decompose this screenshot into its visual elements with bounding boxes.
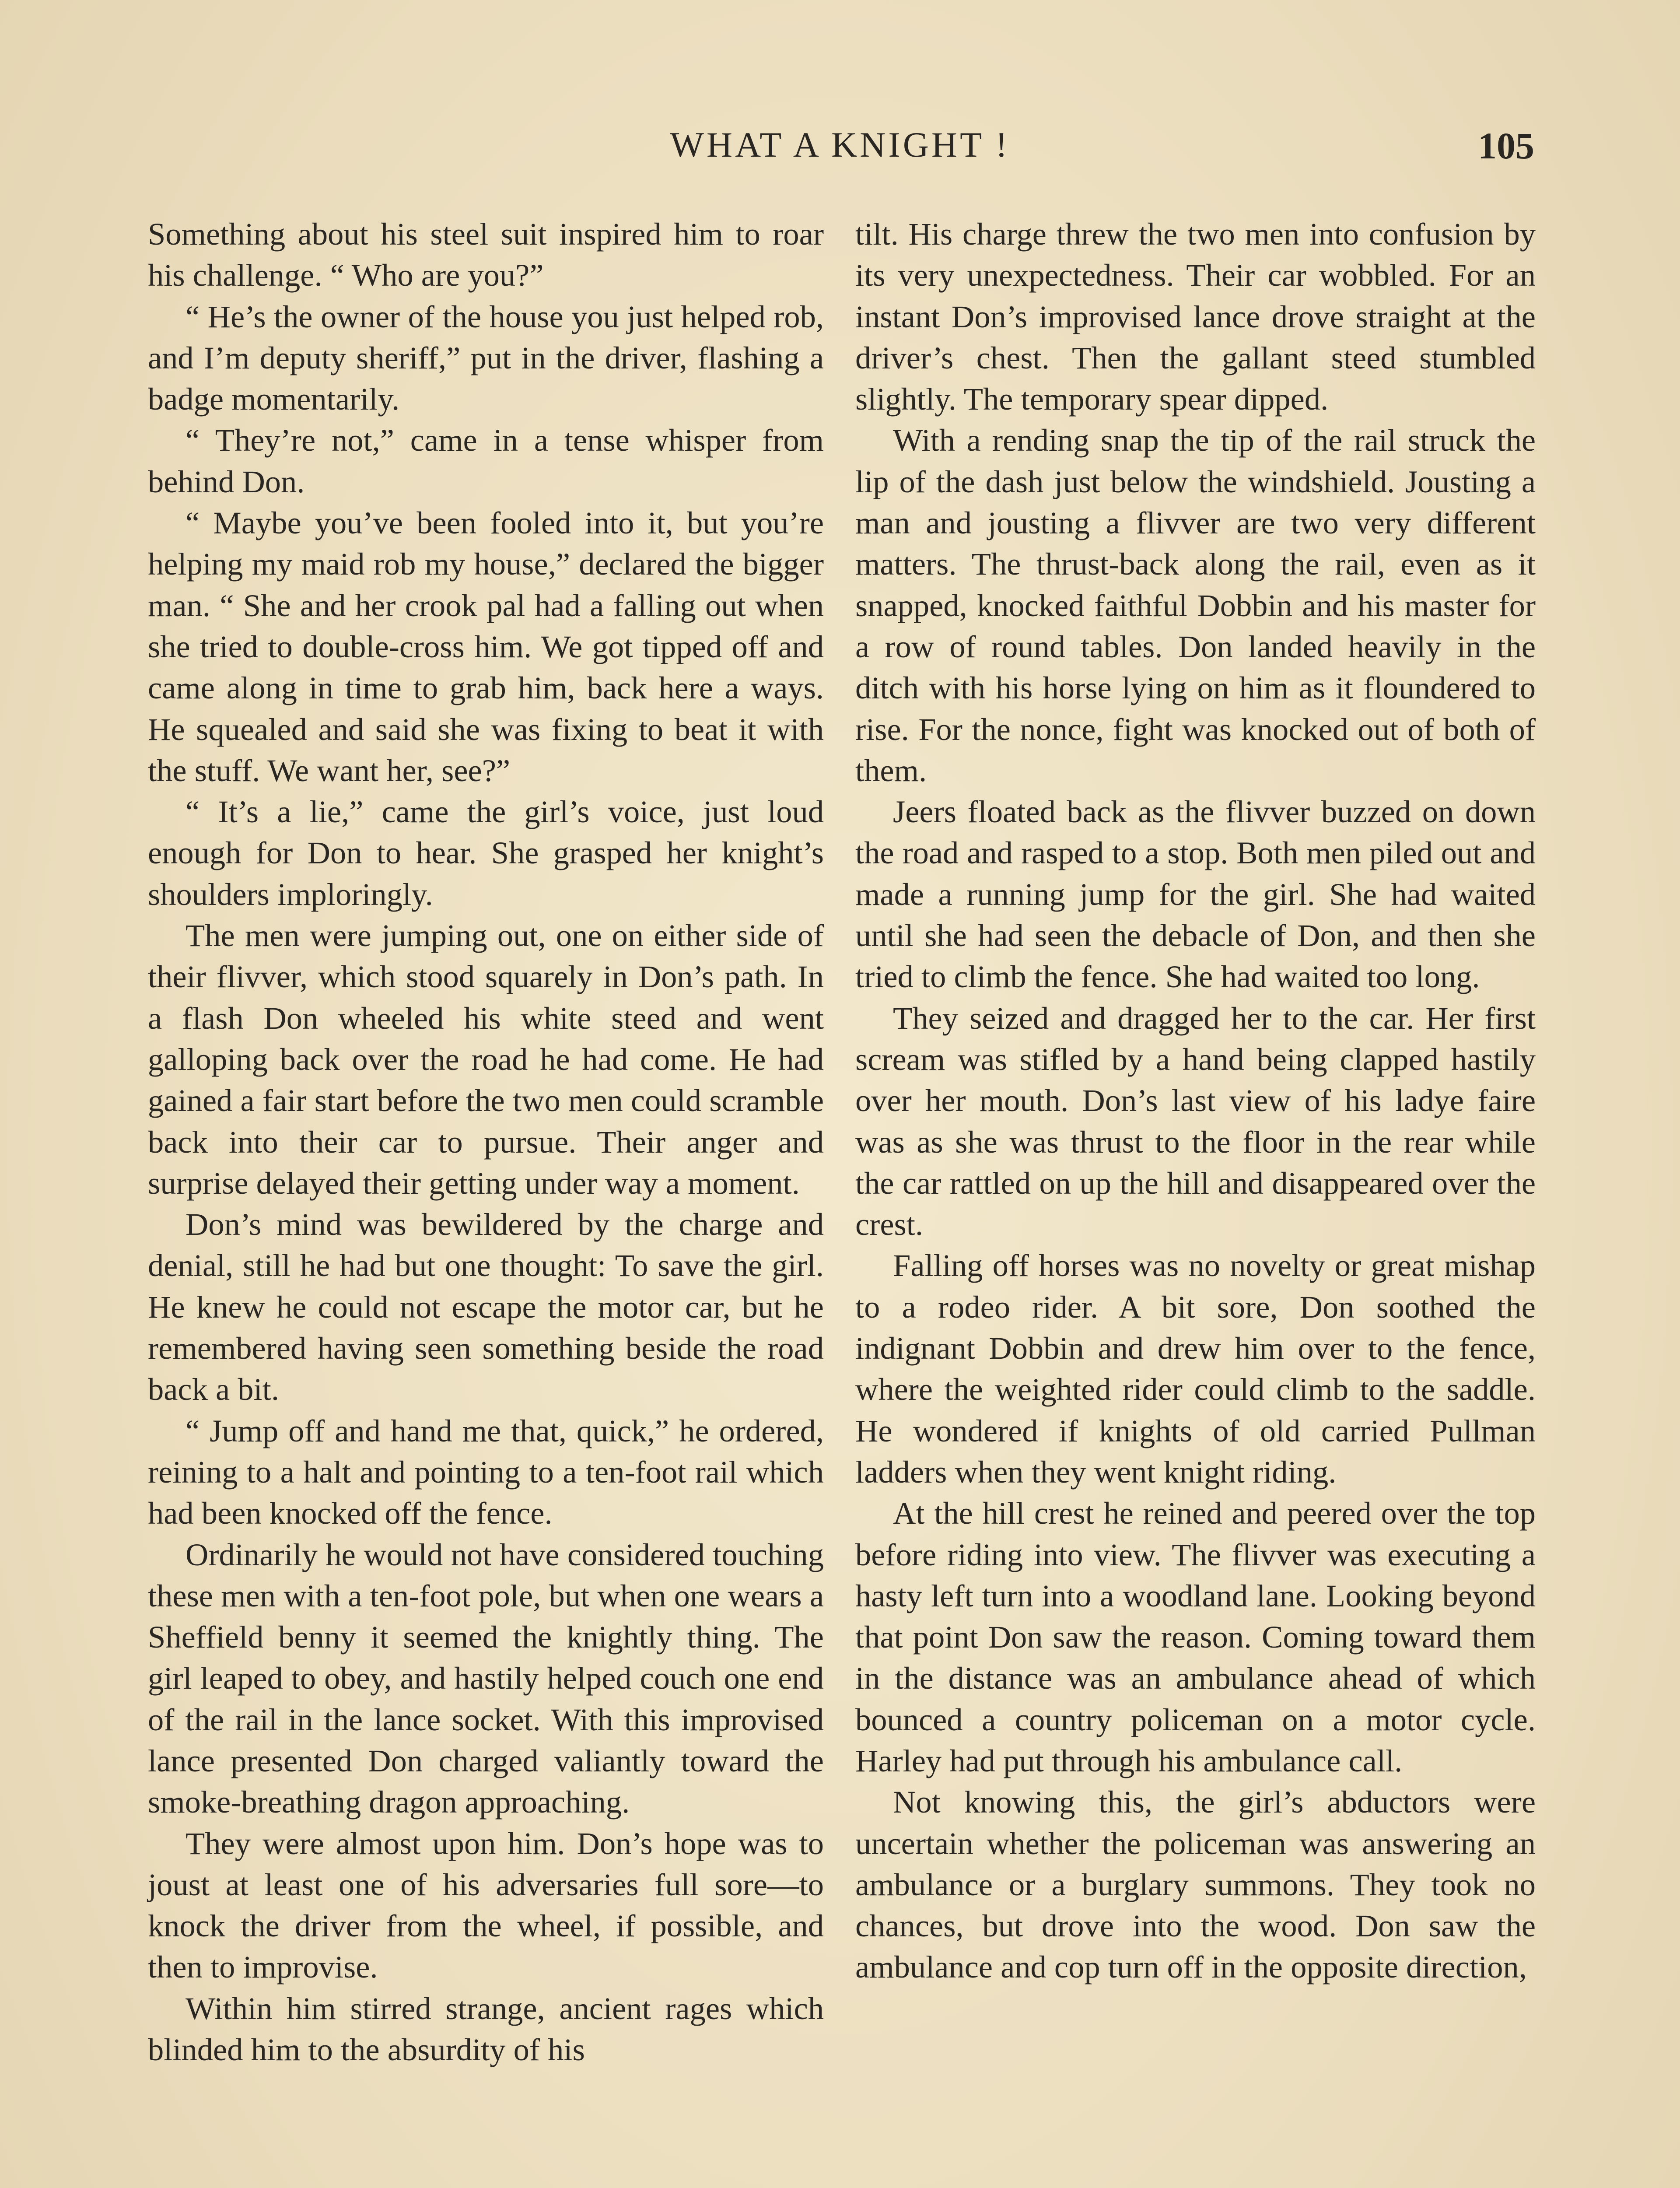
paragraph: Something about his steel suit inspired him to roar his challenge. “ Who are you?” [148, 216, 824, 293]
paragraph: With a rending snap the tip of the rail struck the lip of the dash just below the windshield. Jousting a man and jousting a flivver are two very different matters. The thrust-back along the rail, even as it snapped, knocked faithful Dobbin and his master for a row of round tables. Don landed heavily in the ditch with his horse lying on him as it floundered to rise. For the nonce, fight was knocked out of both of them. [855, 422, 1536, 788]
paragraph: At the hill crest he reined and peered over the top before riding into view. The flivver was executing a hasty left turn into a woodland lane. Looking beyond that point Don saw the reason. Coming toward them in the distance was an ambulance ahead of which bounced a country policeman on a motor cycle. Harley had put through his ambulance call. [855, 1495, 1536, 1778]
paragraph: “ Jump off and hand me that, quick,” he ordered, reining to a halt and pointing to a ten-foot rail which had been knocked off the fence. [148, 1413, 824, 1531]
page-number: 105 [1478, 125, 1534, 167]
paragraph: Not knowing this, the girl’s abductors were uncertain whether the policeman was answering an ambulance or a burglary summons. They took no chances, but drove into the wood. Don saw the ambulance and cop turn off in the opposite direction, [855, 1784, 1536, 1985]
paragraph: Jeers floated back as the flivver buzzed on down the road and rasped to a stop. Both men piled out and made a running jump for the girl. She had waited until she had seen the debacle of Don, and then she tried to climb the fence. She had waited too long. [855, 794, 1536, 995]
paragraph: “ He’s the owner of the house you just helped rob, and I’m deputy sheriff,” put in the driver, flashing a badge momentarily. [148, 298, 824, 417]
paragraph: tilt. His charge threw the two men into confusion by its very unexpectedness. Their car wobbled. For an instant Don’s improvised lance drove straight at the driver’s chest. Then the gallant steed stumbled slightly. The temporary spear dipped. [855, 216, 1536, 417]
paragraph: They were almost upon him. Don’s hope was to joust at least one of his adversaries full sore—to knock the driver from the wheel, if possible, and then to improvise. [148, 1825, 824, 1985]
paragraph: “ Maybe you’ve been fooled into it, but you’re helping my maid rob my house,” declared the bigger man. “ She and her crook pal had a falling out when she tried to double-cross him. We got tipped off and came along in time to grab him, back here a ways. He squealed and said she was fixing to beat it with the stuff. We want her, see?” [148, 505, 824, 788]
right-text-column [855, 214, 1536, 1988]
left-text-column [148, 214, 824, 2070]
paragraph: Don’s mind was bewildered by the charge and denial, still he had but one thought: To save the girl. He knew he could not escape the motor car, but he remembered having seen something beside the road back a bit. [148, 1206, 824, 1407]
paragraph: Ordinarily he would not have considered touching these men with a ten-foot pole, but when one wears a Sheffield benny it seemed the knightly thing. The girl leaped to obey, and hastily helped couch one end of the rail in the lance socket. With this improvised lance presented Don charged valiantly toward the smoke-breathing dragon approaching. [148, 1536, 824, 1820]
paragraph: The men were jumping out, one on either side of their flivver, which stood squarely in Don’s path. In a flash Don wheeled his white steed and went galloping back over the road he had come. He had gained a fair start before the two men could scramble back into their car to pursue. Their anger and surprise delayed their getting under way a moment. [148, 918, 824, 1201]
paragraph: Within him stirred strange, ancient rages which blinded him to the absurdity of his [148, 1990, 824, 2068]
paragraph: They seized and dragged her to the car. Her first scream was stifled by a hand being clapped hastily over her mouth. Don’s last view of his ladye faire was as she was thrust to the floor in the rear while the car rattled on up the hill and disappeared over the crest. [855, 1000, 1536, 1242]
paragraph: “ It’s a lie,” came the girl’s voice, just loud enough for Don to hear. She grasped her knight’s shoulders imploringly. [148, 794, 824, 912]
paragraph: “ They’re not,” came in a tense whisper from behind Don. [148, 422, 824, 499]
paragraph: Falling off horses was no novelty or great mishap to a rodeo rider. A bit sore, Don soothed the indignant Dobbin and drew him over to the fence, where the weighted rider could climb to the saddle. He wondered if knights of old carried Pullman ladders when they went knight riding. [855, 1248, 1536, 1490]
running-header-title: WHAT A KNIGHT ! [670, 125, 1010, 165]
